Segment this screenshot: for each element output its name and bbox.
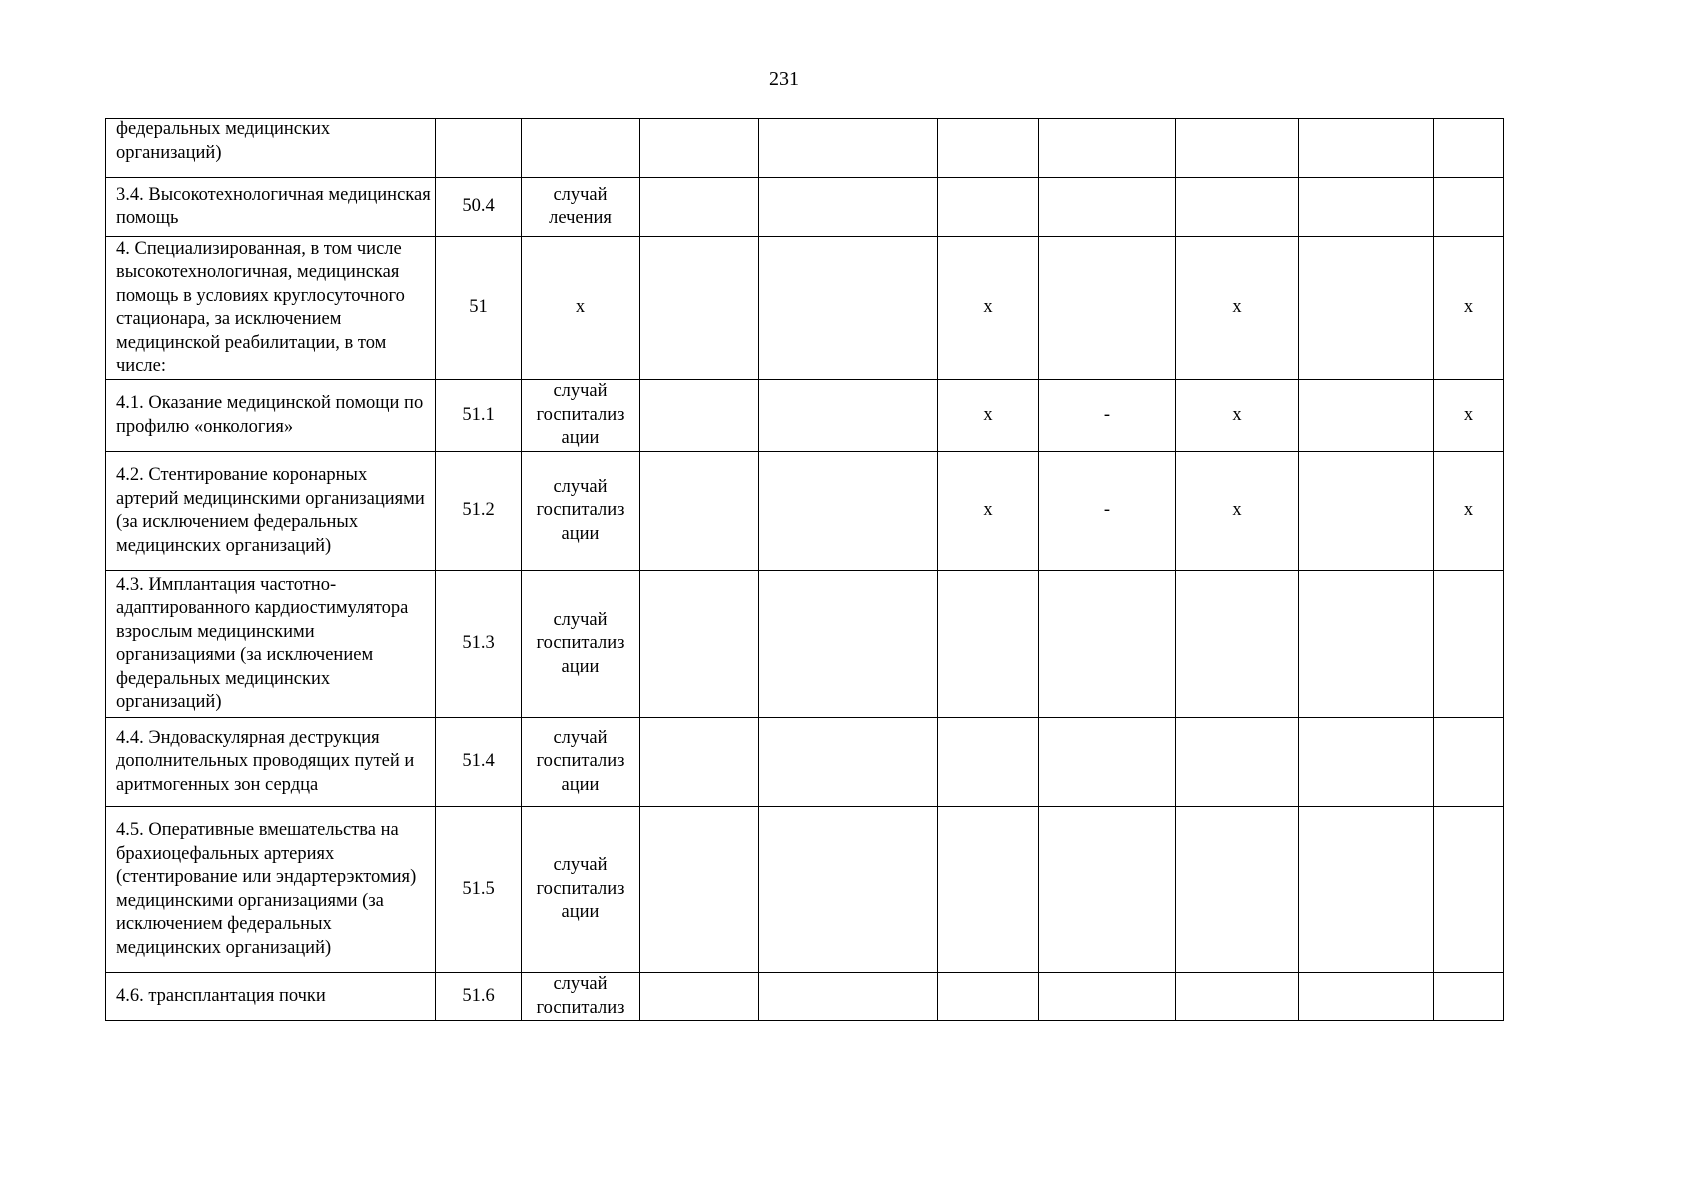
row-name: 3.4. Высокотехнологичная медицинская помощь [116,184,431,228]
value-cell [1039,973,1176,1021]
value-cell [759,807,938,973]
table-row [106,380,1504,452]
row-name: 4.2. Стентирование коронарных артерий медицинскими организациями (за исключением федеральных медицинских организаций) [116,465,425,556]
value-cell [1039,119,1176,178]
value-cell [938,119,1039,178]
value-cell [1039,571,1176,718]
row-unit-cell [522,178,640,237]
value-cell [1176,237,1299,380]
value-cell [640,178,759,237]
value-cell [759,380,938,452]
value-cell [938,571,1039,718]
row-unit: случай госпитализ ации [536,381,625,449]
value-cell [1299,380,1434,452]
table-row [106,452,1504,571]
row-name-cell [106,119,436,178]
value-cell [1039,237,1176,380]
row-name: 4.3. Имплантация частотно-адаптированного кардиостимулятора взрослым медицинскими организациями (за исключением федеральных медицинских организаций) [116,574,409,712]
row-unit: случай лечения [549,184,612,228]
value-cell [938,178,1039,237]
row-unit-cell [522,571,640,718]
value-cell [938,973,1039,1021]
value-cell [1434,718,1504,807]
cell-value: х [1463,404,1474,425]
value-cell [759,452,938,571]
value-cell [1434,973,1504,1021]
value-cell [1039,718,1176,807]
value-cell [1176,178,1299,237]
cell-value: - [1103,500,1111,521]
value-cell [1299,237,1434,380]
value-cell [1299,718,1434,807]
row-unit: случай госпитализ [536,974,625,1018]
row-unit: х [575,297,586,318]
row-name-cell [106,380,436,452]
value-cell [1039,452,1176,571]
value-cell [759,571,938,718]
data-table [105,118,1504,1021]
row-name-cell [106,973,436,1021]
row-name: 4.6. трансплантация почки [116,985,326,1006]
value-cell [640,237,759,380]
row-name: 4. Специализированная, в том числе высокотехнологичная, медицинская помощь в условиях круглосуточного стационара, за исключением медицинской реабилитации, в том числе: [116,238,405,376]
cell-value: х [1463,297,1474,318]
value-cell [640,973,759,1021]
cell-value: х [1232,500,1242,521]
value-cell [1299,973,1434,1021]
value-cell [640,807,759,973]
value-cell [759,178,938,237]
value-cell [640,380,759,452]
value-cell [938,380,1039,452]
value-cell [640,718,759,807]
value-cell [1176,718,1299,807]
table-row [106,178,1504,237]
row-unit-cell [522,237,640,380]
value-cell [938,237,1039,380]
row-unit: случай госпитализ ации [536,476,625,544]
row-name: федеральных медицинских организаций) [116,119,331,163]
row-code-cell [436,380,522,452]
value-cell [1039,178,1176,237]
row-code: 51.3 [462,633,495,654]
value-cell [759,237,938,380]
value-cell [759,973,938,1021]
value-cell [1434,452,1504,571]
value-cell [640,119,759,178]
value-cell [1299,119,1434,178]
row-name-cell [106,718,436,807]
value-cell [1434,571,1504,718]
row-code-cell [436,571,522,718]
value-cell [1434,807,1504,973]
value-cell [759,718,938,807]
row-unit-cell [522,718,640,807]
table-row [106,807,1504,973]
value-cell [640,452,759,571]
row-unit: случай госпитализ ации [536,727,625,795]
row-unit-cell [522,452,640,571]
row-code-cell [436,452,522,571]
value-cell [938,718,1039,807]
value-cell [1434,237,1504,380]
table-row [106,119,1504,178]
row-unit-cell [522,807,640,973]
value-cell [1299,178,1434,237]
row-unit-cell [522,973,640,1021]
row-code: 51.5 [462,878,495,899]
cell-value: х [983,404,993,425]
table-row [106,237,1504,380]
cell-value: - [1103,404,1111,425]
value-cell [1299,807,1434,973]
page-number: 231 [769,68,799,90]
value-cell [1176,380,1299,452]
cell-value: х [1463,500,1474,521]
table-row [106,718,1504,807]
table-row [106,571,1504,718]
value-cell [938,807,1039,973]
row-code: 51.4 [462,751,495,772]
row-name-cell [106,178,436,237]
value-cell [1434,178,1504,237]
row-code-cell [436,237,522,380]
row-code-cell [436,178,522,237]
row-unit-cell [522,119,640,178]
value-cell [1176,807,1299,973]
row-code: 51.6 [462,985,495,1006]
cell-value: х [983,500,993,521]
cell-value: х [983,297,993,318]
row-unit: случай госпитализ ации [536,609,625,677]
row-name: 4.1. Оказание медицинской помощи по профилю «онкология» [116,393,424,437]
value-cell [640,571,759,718]
value-cell [938,452,1039,571]
value-cell [1299,571,1434,718]
row-unit: случай госпитализ ации [536,855,625,923]
row-code: 50.4 [462,196,495,217]
value-cell [1434,119,1504,178]
row-code-cell [436,807,522,973]
value-cell [1176,452,1299,571]
value-cell [1176,119,1299,178]
row-name-cell [106,807,436,973]
row-code: 51 [469,297,488,318]
row-code: 51.1 [462,404,495,425]
value-cell [1299,452,1434,571]
row-name-cell [106,571,436,718]
row-unit-cell [522,380,640,452]
row-code-cell [436,119,522,178]
value-cell [1176,973,1299,1021]
value-cell [1434,380,1504,452]
row-code: 51.2 [462,500,495,521]
value-cell [1039,380,1176,452]
value-cell [1039,807,1176,973]
row-name: 4.5. Оперативные вмешательства на брахиоцефальных артериях (стентирование или эндартерэктомия) медицинскими организациями (за исключением федеральных медицинских организаций) [116,820,417,958]
value-cell [759,119,938,178]
value-cell [1176,571,1299,718]
row-code-cell [436,973,522,1021]
table-row [106,973,1504,1021]
cell-value: х [1232,297,1242,318]
row-name-cell [106,237,436,380]
row-name-cell [106,452,436,571]
cell-value: х [1232,404,1242,425]
row-code-cell [436,718,522,807]
row-name: 4.4. Эндоваскулярная деструкция дополнительных проводящих путей и аритмогенных зон сердца [116,727,415,795]
